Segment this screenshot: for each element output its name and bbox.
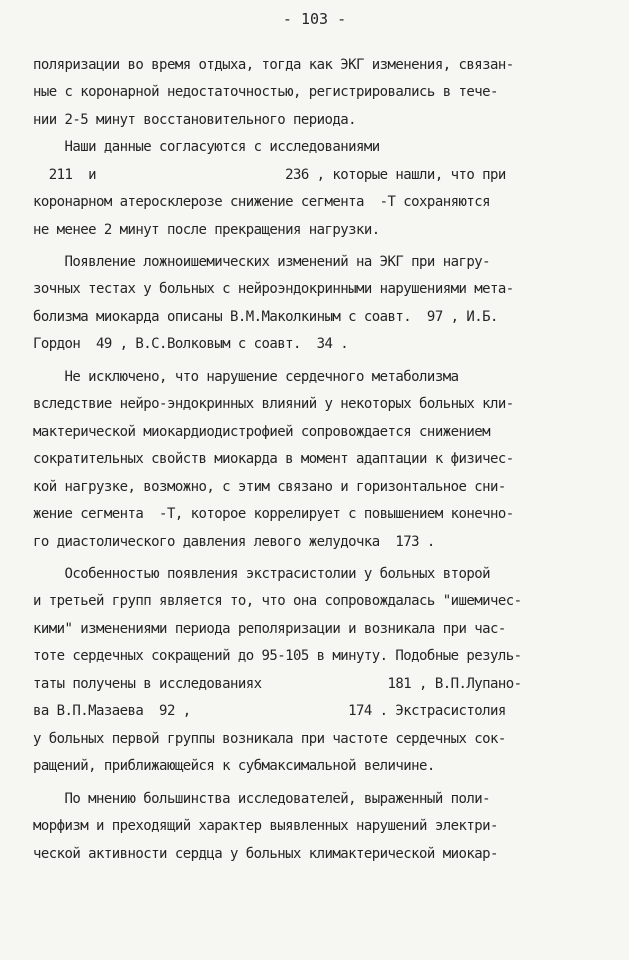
text-line: Появление ложноишемических изменений на ЭКГ при нагру- xyxy=(33,254,490,270)
text-line: у больных первой группы возникала при частоте сердечных сок- xyxy=(33,731,506,747)
text-line: ные с коронарной недостаточностью, регистрировались в тече- xyxy=(33,84,498,100)
text-line: поляризации во время отдыха, тогда как ЭКГ изменения, связан- xyxy=(33,57,514,73)
text-line: зочных тестах у больных с нейроэндокринными нарушениями мета- xyxy=(33,281,514,297)
text-line: не менее 2 минут после прекращения нагрузки. xyxy=(33,222,380,238)
page-number: - 103 - xyxy=(282,10,347,28)
text-line: кими" изменениями периода реполяризации и возникала при час- xyxy=(33,621,506,637)
text-line: Гордон 49 , В.С.Волковым с соавт. 34 . xyxy=(33,336,349,352)
text-line: Наши данные согласуются с исследованиями xyxy=(33,139,380,155)
text-line: и третьей групп является то, что она сопровождалась "ишемичес- xyxy=(33,593,522,609)
text-line: го диастолического давления левого желудочка 173 . xyxy=(33,534,435,550)
text-line: Не исключено, что нарушение сердечного метаболизма xyxy=(33,369,459,385)
text-line: нии 2-5 минут восстановительного периода. xyxy=(33,112,357,128)
text-line: болизма миокарда описаны В.М.Маколкиным с соавт. 97 , И.Б. xyxy=(33,309,498,325)
text-line: Особенностью появления экстрасистолии у больных второй xyxy=(33,566,490,582)
text-line: мактерической миокардиодистрофией сопровождается снижением xyxy=(33,424,490,440)
text-line: сократительных свойств миокарда в момент адаптации к физичес- xyxy=(33,451,514,467)
text-line: таты получены в исследованиях 181 , В.П.Лупано- xyxy=(33,676,522,692)
text-line: 211 и 236 , которые нашли, что при xyxy=(33,167,506,183)
text-line: вследствие нейро-эндокринных влияний у некоторых больных кли- xyxy=(33,396,514,412)
text-line: морфизм и преходящий характер выявленных нарушений электри- xyxy=(33,818,498,834)
text-line: коронарном атеросклерозе снижение сегмента -Т сохраняются xyxy=(33,194,490,210)
text-line: ращений, приближающейся к субмаксимальной величине. xyxy=(33,758,435,774)
text-line: жение сегмента -Т, которое коррелирует с повышением конечно- xyxy=(33,506,514,522)
text-line: По мнению большинства исследователей, выраженный поли- xyxy=(33,791,490,807)
text-line: тоте сердечных сокращений до 95-105 в минуту. Подобные резуль- xyxy=(33,648,522,664)
text-line: ческой активности сердца у больных климактерической миокар- xyxy=(33,846,498,862)
text-line: кой нагрузке, возможно, с этим связано и горизонтальное сни- xyxy=(33,479,506,495)
text-line: ва В.П.Мазаева 92 , 174 . Экстрасистолия xyxy=(33,703,506,719)
